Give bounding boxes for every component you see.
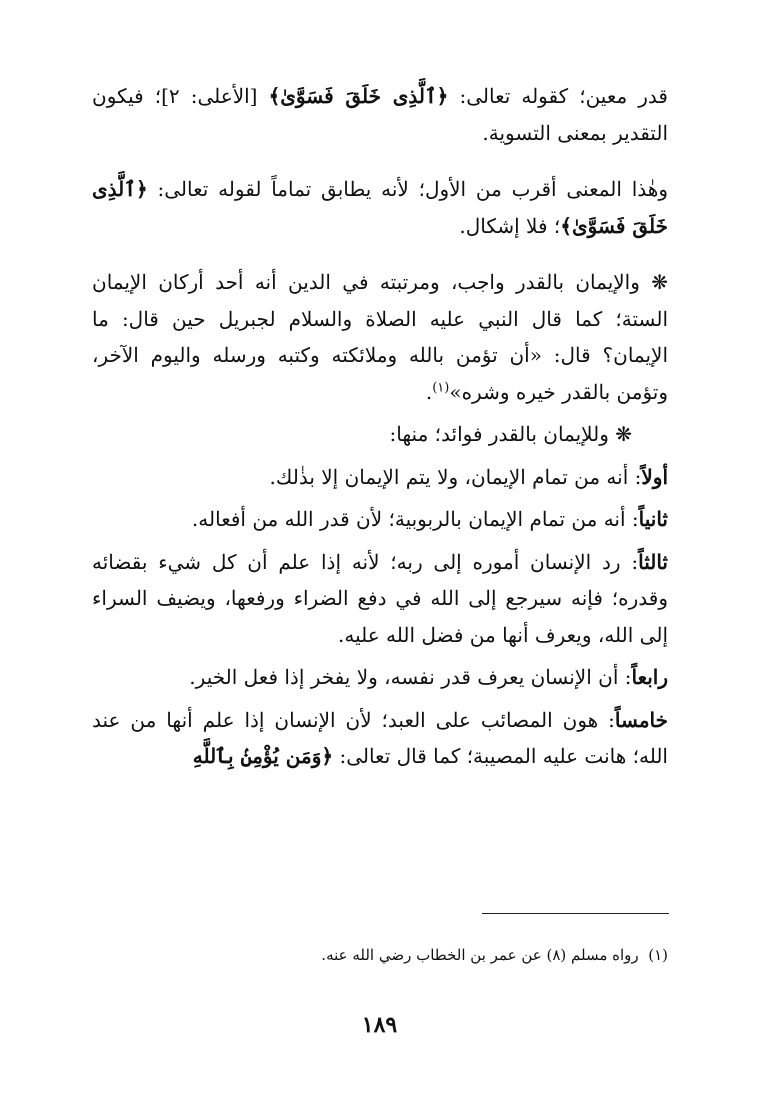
paragraph-text: ؛ فلا إشكال. (459, 213, 561, 238)
footnote-reference: (١) (432, 379, 450, 395)
benefit-second (92, 501, 668, 538)
benefit-fourth (92, 659, 668, 696)
paragraph-benefits-intro (92, 416, 668, 453)
quran-open-bracket: ﴿ (436, 84, 449, 108)
paragraph-text: قدر معين؛ كقوله تعالى: (448, 84, 668, 108)
benefit-label: رابعاً (631, 665, 668, 689)
quran-open-bracket: ﴿ (321, 744, 334, 768)
benefit-fifth (92, 702, 668, 775)
paragraph-text: وللإيمان بالقدر فوائد؛ منها: (389, 422, 616, 446)
benefit-label: أولاً (641, 464, 668, 489)
star-ornament-icon: ❋ (651, 270, 668, 294)
benefit-text: : أنه من تمام الإيمان، ولا يتم الإيمان إلا بذٰلك. (269, 464, 642, 489)
paragraph-text: والإيمان بالقدر واجب، ومرتبته في الدين أنه أحد أركان الإيمان الستة؛ كما قال النبي عليه الصلاة والسلام لجبريل حين قال: ما الإيمان؟ قال: «أن تؤمن بالله وملائكته وكتبه ورسله واليوم الآخر، وتؤمن بالقدر خيره وشره» (92, 270, 668, 404)
paragraph-iman-qadar (92, 264, 668, 410)
paragraph-text: وهٰذا المعنى أقرب من الأول؛ لأنه يطابق تماماً لقوله تعالى: (147, 177, 668, 201)
paragraph-taqdir-meaning (92, 78, 668, 151)
paragraph-text: . (425, 379, 433, 404)
quran-verse: ٱلَّذِى خَلَقَ فَسَوَّىٰ (92, 177, 668, 238)
footnote-divider (482, 913, 669, 914)
paragraph-closer-meaning (92, 171, 668, 244)
benefit-text: : أنه من تمام الإيمان بالربوبية؛ لأن قدر الله من أفعاله. (191, 507, 639, 531)
quran-verse: وَمَن يُؤْمِنۢ بِٱللَّهِ (192, 744, 322, 768)
benefit-label: ثانياً (638, 507, 668, 531)
quran-close-bracket: ﴾ (268, 84, 281, 108)
benefit-text: : هون المصائب على العبد؛ لأن الإنسان إذا علم أنها من عند الله؛ هانت عليه المصيبة؛ كما قال تعالى: (92, 707, 668, 768)
star-ornament-icon: ❋ (615, 422, 632, 446)
benefit-first (92, 459, 668, 496)
quran-open-bracket: ﴿ (135, 177, 148, 201)
benefit-label: ثالثاً (638, 549, 668, 574)
footnote (150, 944, 668, 966)
footnote-text: رواه مسلم (٨) عن عمر بن الخطاب رضي الله عنه. (321, 946, 639, 964)
verse-reference: [الأعلى: ٢] (161, 84, 269, 108)
page-number: ١٨٩ (361, 1012, 398, 1038)
benefit-third (92, 544, 668, 654)
benefit-text: : رد الإنسان أموره إلى ربه؛ لأنه إذا علم أن كل شيء بقضائه وقدره؛ فإنه سيرجع إلى الله في دفع الضراء ورفعها، ويضيف السراء إلى الله، ويعرف أنها من فضل الله عليه. (92, 549, 668, 647)
quran-verse: ٱلَّذِى خَلَقَ فَسَوَّىٰ (280, 84, 437, 108)
main-text (92, 78, 668, 775)
paragraph-text: ؛ فيكون التقدير بمعنى التسوية. (92, 84, 668, 145)
benefit-label: خامساً (614, 707, 668, 732)
benefit-text: : أن الإنسان يعرف قدر نفسه، ولا يفخر إذا فعل الخير. (189, 665, 632, 689)
quran-close-bracket: ﴾ (560, 213, 572, 238)
footnote-number: (١) (648, 946, 668, 964)
